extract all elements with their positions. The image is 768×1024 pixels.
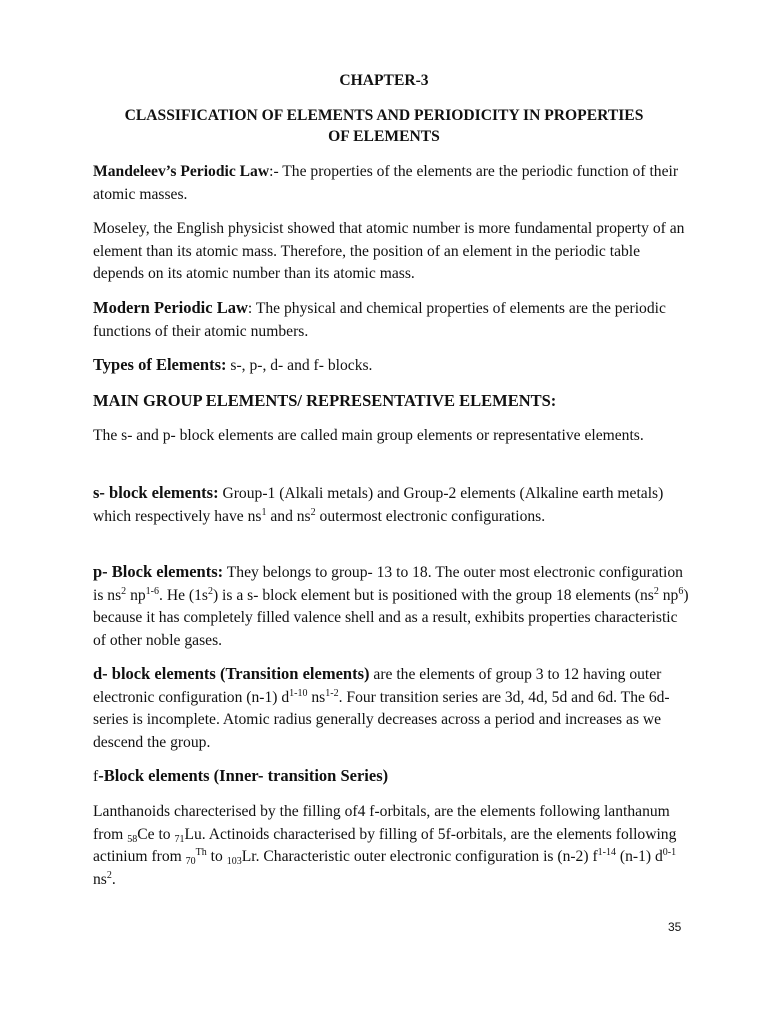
superscript: 2 xyxy=(310,506,316,518)
f-block-text: Ce to xyxy=(137,825,175,843)
s-block-paragraph xyxy=(93,482,693,528)
f-block-heading-text: -Block elements (Inner- transition Series) xyxy=(98,766,389,785)
superscript: 2 xyxy=(106,869,112,881)
d-block-heading: d- block elements (Transition elements) xyxy=(93,664,370,683)
superscript: 1 xyxy=(261,506,267,518)
f-block-text: . xyxy=(111,870,116,888)
subscript: 70 xyxy=(185,856,196,867)
f-block-text: Lr. Characteristic outer electronic configuration is (n-2) f xyxy=(241,848,598,865)
f-block-text: Lanthanoids charecterised by the filling of4 f-orbitals, are the elements following lanthanum from xyxy=(93,803,670,843)
superscript: 1-14 xyxy=(597,847,616,858)
subscript: 58 xyxy=(127,833,138,845)
p-block-text: . He (1s xyxy=(159,586,208,604)
p-block-text: np xyxy=(126,586,146,604)
p-block-paragraph xyxy=(93,561,693,652)
d-block-paragraph xyxy=(93,663,693,754)
main-group-paragraph: The s- and p- block elements are called main group elements or representative elements. xyxy=(93,427,644,444)
f-block-text: to xyxy=(206,848,227,865)
s-block-heading: s- block elements: xyxy=(93,483,219,502)
p-block-heading: p- Block elements: xyxy=(93,562,224,581)
f-block-heading-prefix: f xyxy=(93,768,99,785)
f-block-heading xyxy=(93,765,693,789)
superscript: 2 xyxy=(653,585,659,597)
superscript: 1-2 xyxy=(325,687,339,699)
moseley-paragraph: Moseley, the English physicist showed that atomic number is more fundamental property of an element than its atomic mass. Therefore, the position of an element in the periodic table depends on its atomic number than its atomic mass. xyxy=(93,220,685,282)
p-block-text: They belongs to group- 13 to 18. The outer most electronic configuration is ns xyxy=(93,564,683,604)
modern-law-heading: Modern Periodic Law xyxy=(93,298,248,317)
mendeleev-text: :- The properties of the elements are the periodic function of their atomic masses. xyxy=(93,163,679,203)
superscript: Th xyxy=(195,847,207,858)
chapter-number: CHAPTER-3 xyxy=(339,72,429,89)
f-block-text: ns xyxy=(93,870,107,888)
main-group-heading: MAIN GROUP ELEMENTS/ REPRESENTATIVE ELEMENTS: xyxy=(93,391,557,410)
types-text: s-, p-, d- and f- blocks. xyxy=(226,357,373,374)
f-block-text: Lu. Actinoids characterised by filling of 5f-orbitals, are the elements following actinium from xyxy=(93,825,677,865)
s-block-text: Group-1 (Alkali metals) and Group-2 elements (Alkaline earth metals) which respectively have ns xyxy=(93,485,664,525)
d-block-text: . Four transition series are 3d, 4d, 5d and 6d. The 6d- series is incomplete. Atomic radius generally decreases across a period and increases as we descend the group. xyxy=(93,688,670,751)
d-block-text: ns xyxy=(307,688,326,706)
p-block-text: ) because it has completely filled valence shell and as a result, exhibits properties characteristic of other noble gases. xyxy=(93,586,689,649)
superscript: 2 xyxy=(207,585,213,597)
s-block-text: and ns xyxy=(266,507,311,525)
types-heading: Types of Elements: xyxy=(93,355,227,374)
types-paragraph xyxy=(93,354,693,378)
superscript: 6 xyxy=(678,585,684,597)
superscript: 1-10 xyxy=(289,687,308,699)
mendeleev-heading: Mandeleev’s Periodic Law xyxy=(93,163,270,180)
p-block-text: ) is a s- block element but is positioned with the group 18 elements (ns xyxy=(212,586,654,604)
d-block-text: are the elements of group 3 to 12 having outer electronic configuration (n-1) d xyxy=(93,666,662,706)
f-block-paragraph xyxy=(93,801,693,891)
mendeleev-paragraph xyxy=(93,161,693,206)
superscript: 2 xyxy=(121,585,127,597)
modern-law-text: : The physical and chemical properties of elements are the periodic functions of their atomic numbers. xyxy=(93,300,666,340)
s-block-text: outermost electronic configurations. xyxy=(315,507,546,525)
chapter-title: CLASSIFICATION OF ELEMENTS AND PERIODICITY IN PROPERTIES OF ELEMENTS xyxy=(124,107,644,145)
superscript: 1-6 xyxy=(145,585,160,597)
subscript: 103 xyxy=(226,856,242,867)
page-number: 35 xyxy=(668,920,682,934)
subscript: 71 xyxy=(174,833,185,845)
f-block-text: (n-1) d xyxy=(615,848,663,865)
modern-law-paragraph xyxy=(93,297,693,343)
superscript: 0-1 xyxy=(662,847,677,858)
p-block-text: np xyxy=(658,586,679,604)
